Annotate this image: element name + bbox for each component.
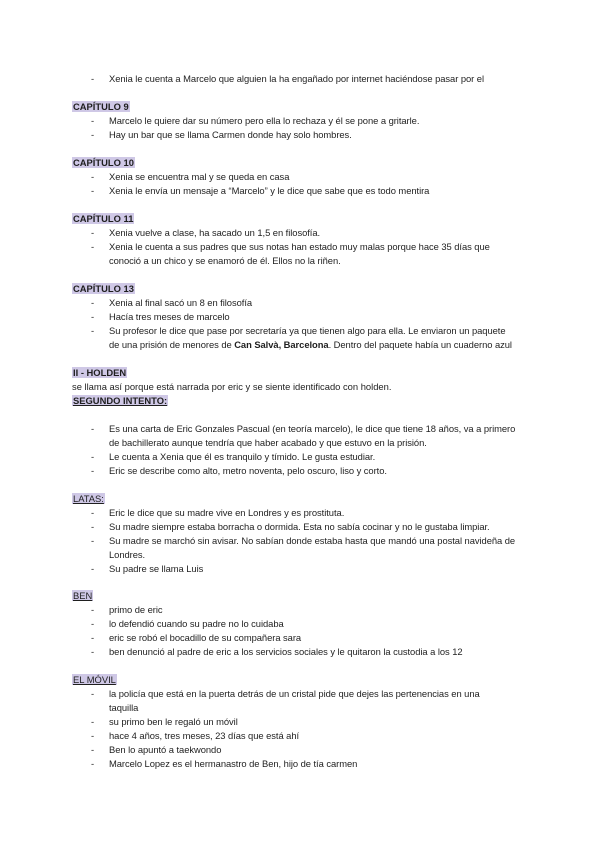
list-item: su primo ben le regaló un móvil [109, 716, 238, 727]
bullet-dash: - [91, 632, 95, 643]
bullet-dash: - [91, 325, 95, 336]
section-heading-cap11: CAPÍTULO 11 [73, 213, 134, 224]
bullet-dash: - [91, 730, 95, 741]
list-item: primo de eric [109, 604, 163, 615]
list-item: Su madre se marchó sin avisar. No sabían donde estaba hasta que mandó una postal navideña de [109, 535, 516, 546]
list-item-continuation: Londres. [109, 549, 146, 560]
list-item: Es una carta de Eric Gonzales Pascual (en teoría marcelo), le dice que tiene 18 años, va a primero [109, 423, 516, 434]
bullet-dash: - [91, 688, 95, 699]
bullet-dash: - [91, 744, 95, 755]
section-heading-cap13: CAPÍTULO 13 [73, 283, 134, 294]
bullet-dash: - [91, 563, 95, 574]
list-item: Marcelo Lopez es el hermanastro de Ben, hijo de tía carmen [109, 758, 358, 769]
list-item: Xenia vuelve a clase, ha sacado un 1,5 en filosofía. [109, 227, 321, 238]
list-item: hace 4 años, tres meses, 23 días que está ahí [109, 730, 300, 741]
list-item-continuation: de bachillerato aunque tendría que haber acabado y que estuvo en la prisión. [109, 437, 427, 448]
subsection-heading-latas: LATAS: [73, 493, 104, 504]
bullet-dash: - [91, 604, 95, 615]
subsection-heading-el-movil: EL MÓVIL [73, 674, 116, 685]
list-item: Xenia al final sacó un 8 en filosofía [109, 297, 253, 308]
list-item: Hay un bar que se llama Carmen donde hay solo hombres. [109, 129, 352, 140]
bullet-dash: - [91, 227, 95, 238]
bullet-dash: - [91, 716, 95, 727]
list-item: Su profesor le dice que pase por secretaría ya que tienen algo para ella. Le enviaron un paquete [109, 325, 506, 336]
list-item: Le cuenta a Xenia que él es tranquilo y tímido. Le gusta estudiar. [109, 451, 376, 462]
section-heading-cap10: CAPÍTULO 10 [73, 157, 134, 168]
subsection-heading-segundo-intento: SEGUNDO INTENTO: [73, 395, 168, 406]
bullet-dash: - [91, 241, 95, 252]
list-item: Eric le dice que su madre vive en Londres y es prostituta. [109, 507, 345, 518]
bullet-dash: - [91, 451, 95, 462]
list-item: lo defendió cuando su padre no lo cuidaba [109, 618, 284, 629]
list-item-continuation: taquilla [109, 702, 139, 713]
bullet-dash: - [91, 618, 95, 629]
list-item: Hacía tres meses de marcelo [109, 311, 230, 322]
list-item: eric se robó el bocadillo de su compañera sara [109, 632, 302, 643]
bullet-dash: - [91, 646, 95, 657]
list-item: ben denunció al padre de eric a los servicios sociales y le quitaron la custodia a los 12 [109, 646, 463, 657]
bold-place-name: Can Salvà, Barcelona [234, 339, 329, 350]
list-item: la policía que está en la puerta detrás de un cristal pide que dejes las pertenencias en una [109, 688, 480, 699]
list-item: Su madre siempre estaba borracha o dormida. Esta no sabía cocinar y no le gustaba limpiar. [109, 521, 490, 532]
bullet-dash: - [91, 423, 95, 434]
subsection-heading-ben: BEN [73, 590, 93, 601]
bullet-dash: - [91, 129, 95, 140]
bullet-dash: - [91, 758, 95, 769]
section-heading-cap9: CAPÍTULO 9 [73, 101, 129, 112]
bullet-dash: - [91, 507, 95, 518]
list-item-continuation: conoció a un chico y se enamoró de él. Ellos no la riñen. [109, 255, 341, 266]
list-item: Su padre se llama Luis [109, 563, 204, 574]
list-item: Xenia le cuenta a sus padres que sus notas han estado muy malas porque hace 35 días que [109, 241, 490, 252]
list-item: Ben lo apuntó a taekwondo [109, 744, 222, 755]
bullet-dash: - [91, 185, 95, 196]
list-item: Xenia le envía un mensaje a “Marcelo” y le dice que sabe que es todo mentira [109, 185, 430, 196]
part-description: se llama así porque está narrada por eric y se siente identificado con holden. [72, 381, 392, 392]
bullet-dash: - [91, 521, 95, 532]
list-item: Xenia le cuenta a Marcelo que alguien la ha engañado por internet haciéndose pasar por el [109, 73, 484, 84]
list-item: Xenia se encuentra mal y se queda en casa [109, 171, 290, 182]
list-item: Eric se describe como alto, metro noventa, pelo oscuro, liso y corto. [109, 465, 387, 476]
bullet-dash: - [91, 465, 95, 476]
bullet-dash: - [91, 311, 95, 322]
bullet-dash: - [91, 297, 95, 308]
bullet-dash: - [91, 115, 95, 126]
bullet-dash: - [91, 171, 95, 182]
list-item: Marcelo le quiere dar su número pero ella lo rechaza y él se pone a gritarle. [109, 115, 420, 126]
list-item-continuation: de una prisión de menores de Can Salvà, Barcelona. Dentro del paquete había un cuaderno azul [109, 339, 512, 350]
bullet-dash: - [91, 73, 95, 84]
bullet-dash: - [91, 535, 95, 546]
part-heading-holden: II - HOLDEN [73, 367, 127, 378]
